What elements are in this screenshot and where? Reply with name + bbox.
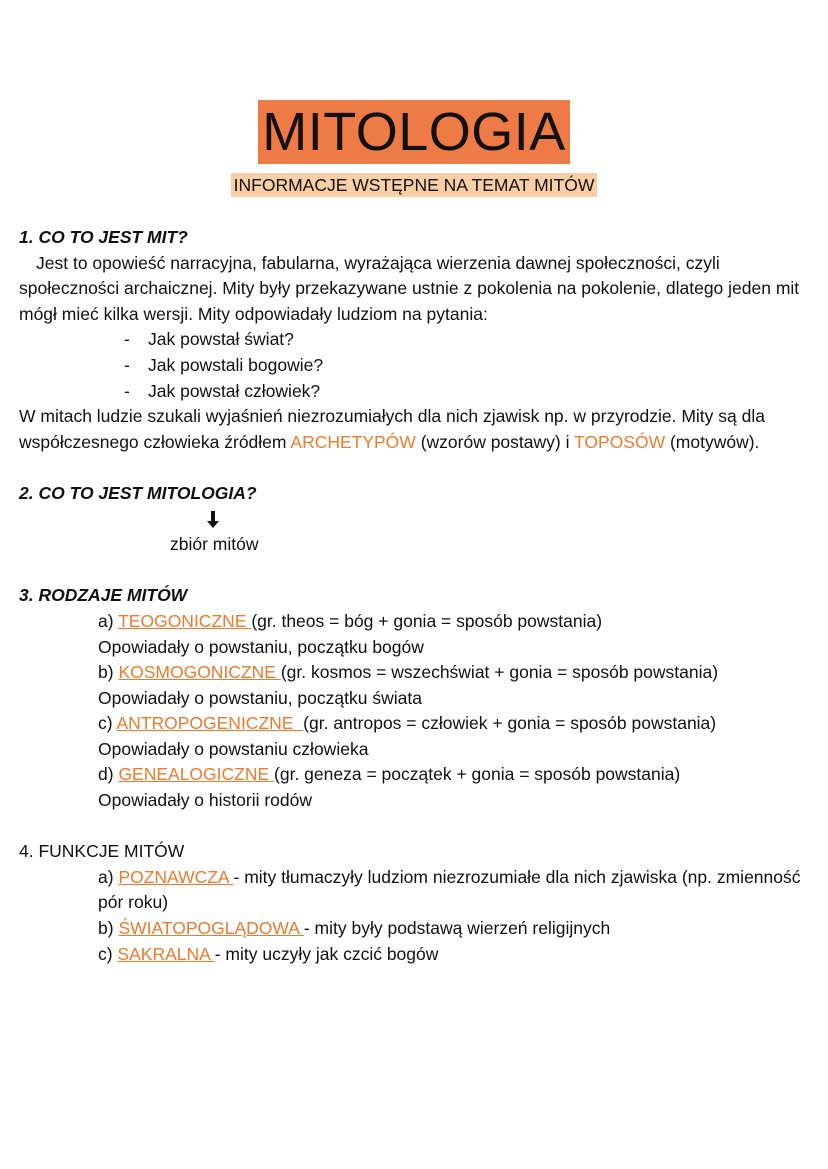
dash-bullet: -: [124, 380, 130, 401]
list-item: - Jak powstali bogowie?: [124, 353, 811, 379]
list-item: - Jak powstał człowiek?: [124, 379, 811, 405]
page-title: MITOLOGIA: [258, 100, 570, 164]
page-subtitle: INFORMACJE WSTĘPNE NA TEMAT MITÓW: [231, 173, 598, 197]
archetypes-term: ARCHETYPÓW: [290, 431, 416, 452]
question-list: [19, 327, 811, 404]
section-1-intro: Jest to opowieść narracyjna, fabularna, wyrażająca wierzenia dawnej społeczności, czyli społeczności archaicznej. Mity były przekazywane ustnie z pokolenia na pokolenie, dlatego jeden mit mógł mieć kilka wersji. Mity odpowiadały ludziom na pytania:: [19, 252, 800, 324]
myth-type-row: b) KOSMOGONICZNE (gr. kosmos = wszechświat + gonia = sposób powstania): [98, 662, 719, 683]
section-1-heading: 1. CO TO JEST MIT?: [19, 227, 188, 247]
toposes-term: TOPOSÓW: [574, 431, 666, 452]
myth-type-term: GENEALOGICZNE: [118, 764, 275, 785]
list-item: - Jak powstał świat?: [124, 327, 811, 353]
arrow-row: [19, 507, 811, 533]
subtitle-block: [0, 173, 828, 197]
myth-type-row: a) TEOGONICZNE (gr. theos = bóg + gonia = sposób powstania): [98, 610, 603, 631]
myth-type-term: ANTROPOGENICZNE: [116, 713, 304, 734]
myth-type-row: c) ANTROPOGENICZNE (gr. antropos = człowiek + gonia = sposób powstania): [98, 713, 717, 734]
section-1-outro: W mitach ludzie szukali wyjaśnień niezrozumiałych dla nich zjawisk np. w przyrodzie. Mity są dla współczesnego człowieka źródłem ARCHETYPÓW (wzorów postawy) i TOPOSÓW (motywów).: [19, 406, 765, 452]
document-content: [19, 225, 811, 967]
mythology-definition: zbiór mitów: [170, 534, 259, 555]
dash-bullet: -: [124, 354, 130, 375]
function-term: SAKRALNA: [117, 943, 215, 964]
myth-type-row: d) GENEALOGICZNE (gr. geneza = początek + gonia = sposób powstania): [98, 764, 681, 785]
myth-type-term: KOSMOGONICZNE: [118, 662, 281, 683]
myth-type-description: Opowiadały o powstaniu, początku świata: [98, 687, 422, 708]
function-term: ŚWIATOPOGLĄDOWA: [118, 918, 304, 939]
dash-bullet: -: [124, 329, 130, 350]
myth-type-description: Opowiadały o historii rodów: [98, 790, 312, 811]
section-2-heading: 2. CO TO JEST MITOLOGIA?: [19, 482, 257, 503]
section-3-heading: 3. RODZAJE MITÓW: [19, 585, 188, 606]
myth-type-description: Opowiadały o powstaniu człowieka: [98, 738, 369, 759]
myth-type-term: TEOGONICZNE: [118, 610, 252, 631]
section-4-heading: 4. FUNKCJE MITÓW: [19, 841, 185, 862]
title-block: [0, 100, 828, 164]
function-row: b) ŚWIATOPOGLĄDOWA - mity były podstawą wierzeń religijnych: [98, 918, 611, 939]
function-row: c) SAKRALNA - mity uczyły jak czcić bogów: [98, 943, 439, 964]
function-row: a) POZNAWCZA - mity tłumaczyły ludziom niezrozumiałe dla nich zjawiska (np. zmienność pór roku): [98, 866, 801, 913]
down-arrow-icon: [207, 511, 219, 529]
function-term: POZNAWCZA: [118, 866, 234, 887]
myth-type-description: Opowiadały o powstaniu, początku bogów: [98, 636, 424, 657]
